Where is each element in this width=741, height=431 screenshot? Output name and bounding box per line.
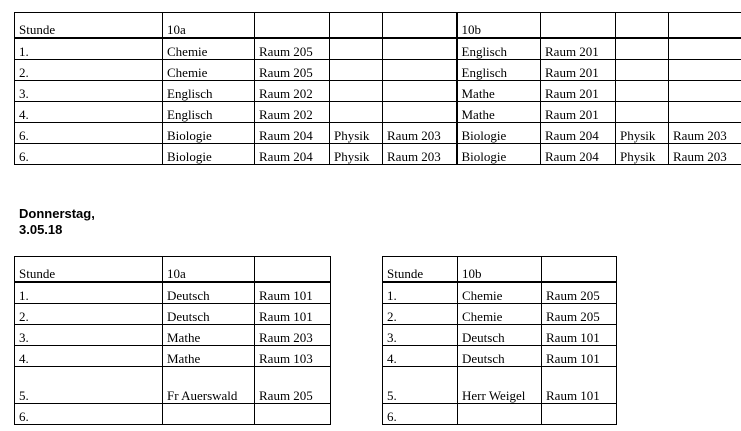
header-cell (330, 13, 383, 39)
room-cell (542, 404, 617, 425)
room-cell (383, 38, 457, 60)
subject-cell (458, 404, 542, 425)
subject-cell: Deutsch (458, 346, 542, 367)
subject-cell: Mathe (163, 325, 255, 346)
header-class-10a: 10a (163, 257, 255, 283)
room-cell (383, 60, 457, 81)
room-cell: Raum 101 (542, 346, 617, 367)
room-cell: Raum 202 (255, 81, 330, 102)
subject-cell: Fr Auerswald (163, 367, 255, 404)
room-cell: Raum 205 (255, 38, 330, 60)
subject-cell: Mathe (457, 81, 541, 102)
subject-cell: Physik (616, 123, 669, 144)
room-cell (383, 81, 457, 102)
room-cell: Raum 203 (669, 144, 741, 165)
table-row (383, 282, 617, 304)
room-cell: Raum 203 (669, 123, 741, 144)
table-row (15, 404, 331, 425)
schedule-table-10b (382, 256, 617, 425)
subject-cell (616, 81, 669, 102)
subject-cell: Mathe (457, 102, 541, 123)
table-row (15, 304, 331, 325)
table-row (383, 325, 617, 346)
subject-cell (330, 38, 383, 60)
period-cell: 2. (383, 304, 458, 325)
subject-cell: Chemie (458, 282, 542, 304)
period-cell: 6. (383, 404, 458, 425)
room-cell: Raum 205 (255, 367, 331, 404)
subject-cell: Englisch (163, 102, 255, 123)
table-row (15, 81, 741, 102)
subject-cell: Herr Weigel (458, 367, 542, 404)
room-cell: Raum 201 (541, 60, 616, 81)
subject-cell (616, 60, 669, 81)
table-row (15, 325, 331, 346)
room-cell (669, 102, 741, 123)
table-row (15, 367, 331, 404)
period-cell: 1. (383, 282, 458, 304)
table-header-row (15, 257, 331, 283)
table-row (15, 38, 741, 60)
subject-cell: Englisch (457, 60, 541, 81)
subject-cell: Biologie (163, 144, 255, 165)
subject-cell (330, 81, 383, 102)
subject-cell: Biologie (163, 123, 255, 144)
room-cell: Raum 103 (255, 346, 331, 367)
period-cell: 1. (15, 38, 163, 60)
room-cell: Raum 201 (541, 102, 616, 123)
room-cell: Raum 202 (255, 102, 330, 123)
subject-cell: Deutsch (458, 325, 542, 346)
room-cell: Raum 101 (255, 304, 331, 325)
table-header-row (383, 257, 617, 283)
day-heading-weekday: Donnerstag, (19, 206, 95, 221)
room-cell: Raum 205 (542, 304, 617, 325)
period-cell: 4. (15, 102, 163, 123)
header-class-10b: 10b (458, 257, 542, 283)
table-row (383, 346, 617, 367)
table-header-row (15, 13, 741, 39)
subject-cell (616, 38, 669, 60)
day-heading (19, 206, 95, 238)
period-cell: 5. (15, 367, 163, 404)
room-cell: Raum 203 (255, 325, 331, 346)
room-cell: Raum 201 (541, 38, 616, 60)
subject-cell: Chemie (163, 60, 255, 81)
subject-cell (330, 60, 383, 81)
room-cell: Raum 205 (255, 60, 330, 81)
period-cell: 5. (383, 367, 458, 404)
room-cell: Raum 204 (255, 144, 330, 165)
header-cell (669, 13, 741, 39)
header-cell (383, 13, 457, 39)
period-cell: 4. (15, 346, 163, 367)
table-row (15, 123, 741, 144)
header-stunde: Stunde (15, 257, 163, 283)
table-row (15, 60, 741, 81)
room-cell: Raum 101 (542, 325, 617, 346)
subject-cell (330, 102, 383, 123)
period-cell: 6. (15, 123, 163, 144)
subject-cell: Physik (330, 123, 383, 144)
schedule-table-top (14, 12, 741, 165)
room-cell: Raum 203 (383, 144, 457, 165)
room-cell (669, 81, 741, 102)
table-row (383, 404, 617, 425)
table-row (383, 304, 617, 325)
schedule-table-10a (14, 256, 331, 425)
room-cell: Raum 204 (255, 123, 330, 144)
room-cell: Raum 203 (383, 123, 457, 144)
room-cell: Raum 204 (541, 144, 616, 165)
period-cell: 6. (15, 144, 163, 165)
subject-cell (616, 102, 669, 123)
subject-cell (163, 404, 255, 425)
table-row (15, 102, 741, 123)
period-cell: 1. (15, 282, 163, 304)
period-cell: 6. (15, 404, 163, 425)
header-class-10b: 10b (457, 13, 541, 39)
header-stunde: Stunde (383, 257, 458, 283)
period-cell: 3. (383, 325, 458, 346)
subject-cell: Physik (616, 144, 669, 165)
header-cell (542, 257, 617, 283)
room-cell: Raum 101 (542, 367, 617, 404)
subject-cell: Englisch (457, 38, 541, 60)
header-cell (616, 13, 669, 39)
table-row (15, 144, 741, 165)
subject-cell: Physik (330, 144, 383, 165)
room-cell: Raum 101 (255, 282, 331, 304)
header-cell (255, 257, 331, 283)
period-cell: 3. (15, 325, 163, 346)
subject-cell: Chemie (458, 304, 542, 325)
header-class-10a: 10a (163, 13, 255, 39)
room-cell (255, 404, 331, 425)
header-cell (255, 13, 330, 39)
subject-cell: Englisch (163, 81, 255, 102)
header-cell (541, 13, 616, 39)
room-cell: Raum 205 (542, 282, 617, 304)
period-cell: 2. (15, 60, 163, 81)
day-heading-date: 3.05.18 (19, 222, 63, 237)
header-stunde: Stunde (15, 13, 163, 39)
table-row (15, 282, 331, 304)
period-cell: 3. (15, 81, 163, 102)
room-cell (669, 60, 741, 81)
room-cell (383, 102, 457, 123)
subject-cell: Deutsch (163, 282, 255, 304)
subject-cell: Biologie (457, 123, 541, 144)
subject-cell: Biologie (457, 144, 541, 165)
period-cell: 2. (15, 304, 163, 325)
subject-cell: Chemie (163, 38, 255, 60)
table-row (383, 367, 617, 404)
room-cell (669, 38, 741, 60)
table-row (15, 346, 331, 367)
room-cell: Raum 204 (541, 123, 616, 144)
room-cell: Raum 201 (541, 81, 616, 102)
subject-cell: Mathe (163, 346, 255, 367)
subject-cell: Deutsch (163, 304, 255, 325)
period-cell: 4. (383, 346, 458, 367)
